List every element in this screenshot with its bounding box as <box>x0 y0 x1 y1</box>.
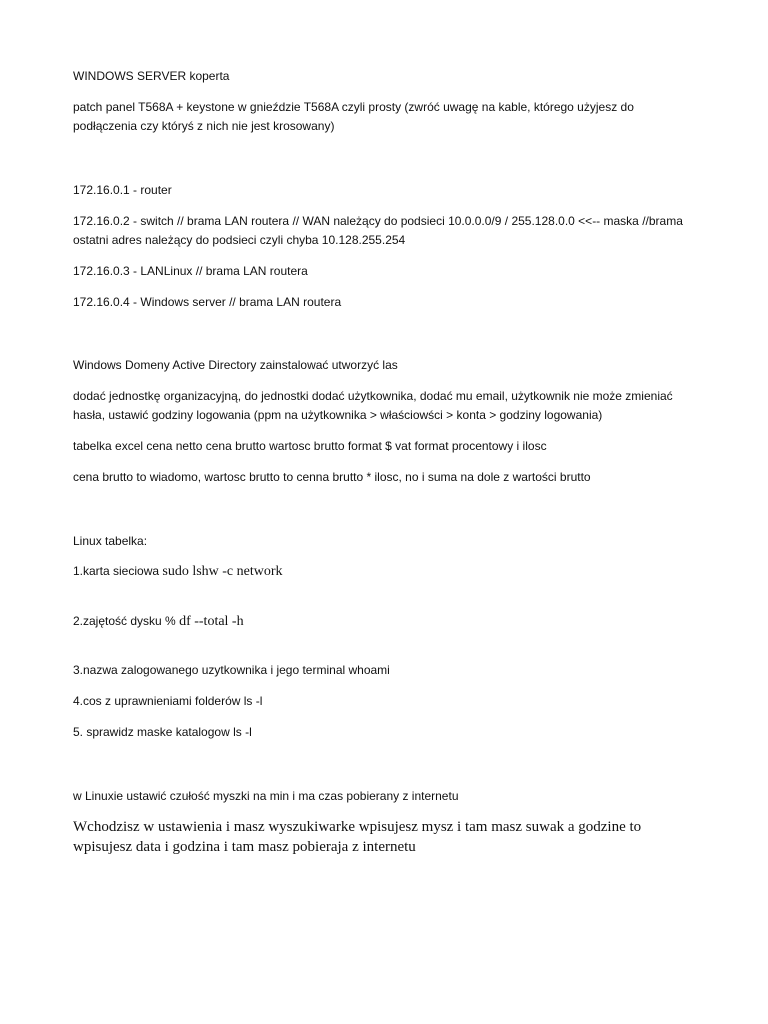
linux-table-header: Linux tabelka: <box>73 534 148 548</box>
ip-switch: 172.16.0.2 - switch // brama LAN routera // WAN należący do podsieci 10.0.0.0/9 / 255.128.0.0 <<-- maska //brama ostatni adres należący do podsieci czyli chyba 10.128.255.254 <box>73 214 683 247</box>
item-2-label: 2.zajętość dysku % <box>73 614 180 628</box>
linux-item-5: 5. sprawidz maske katalogow ls -l <box>73 725 252 739</box>
patch-panel-note: patch panel T568A + keystone w gnieździe T568A czyli prosty (zwróć uwagę na kable, którego użyjesz do podłączenia czy któryś z nich nie jest krosowany) <box>73 100 634 133</box>
mouse-settings-task: w Linuxie ustawić czułość myszki na min i ma czas pobierany z internetu <box>73 789 459 803</box>
excel-note: tabelka excel cena netto cena brutto wartosc brutto format $ vat format procentowy i ilosc <box>73 439 547 453</box>
active-directory-note: Windows Domeny Active Directory zainstalować utworzyć las <box>73 358 398 372</box>
ip-windows-server: 172.16.0.4 - Windows server // brama LAN routera <box>73 295 342 309</box>
organizational-unit-note: dodać jednostkę organizacyjną, do jednostki dodać użytkownika, dodać mu email, użytkownik nie może zmieniać hasła, ustawić godziny logowania (ppm na użytkownika > właściowści > konta > godziny logowania) <box>73 389 673 422</box>
ip-router: 172.16.0.1 - router <box>73 183 172 197</box>
brutto-note: cena brutto to wiadomo, wartosc brutto to cenna brutto * ilosc, no i suma na dole z wartości brutto <box>73 470 591 484</box>
linux-item-3: 3.nazwa zalogowanego uzytkownika i jego terminal whoami <box>73 663 390 677</box>
ip-linux: 172.16.0.3 - LANLinux // brama LAN routera <box>73 264 308 278</box>
item-2-command: df --total -h <box>179 614 244 629</box>
linux-item-4: 4.cos z uprawnieniami folderów ls -l <box>73 694 263 708</box>
linux-item-2 <box>73 612 693 631</box>
doc-title: WINDOWS SERVER koperta <box>73 69 230 83</box>
mouse-settings-answer: Wchodzisz w ustawienia i masz wyszukiwarke wpisujesz mysz i tam masz suwak a godzine to wpisujesz data i godzina i tam masz pobieraja z internetu <box>73 819 642 855</box>
item-1-label: 1.karta sieciowa <box>73 564 163 578</box>
linux-item-1 <box>73 562 693 581</box>
item-1-command: sudo lshw -c network <box>162 564 283 579</box>
